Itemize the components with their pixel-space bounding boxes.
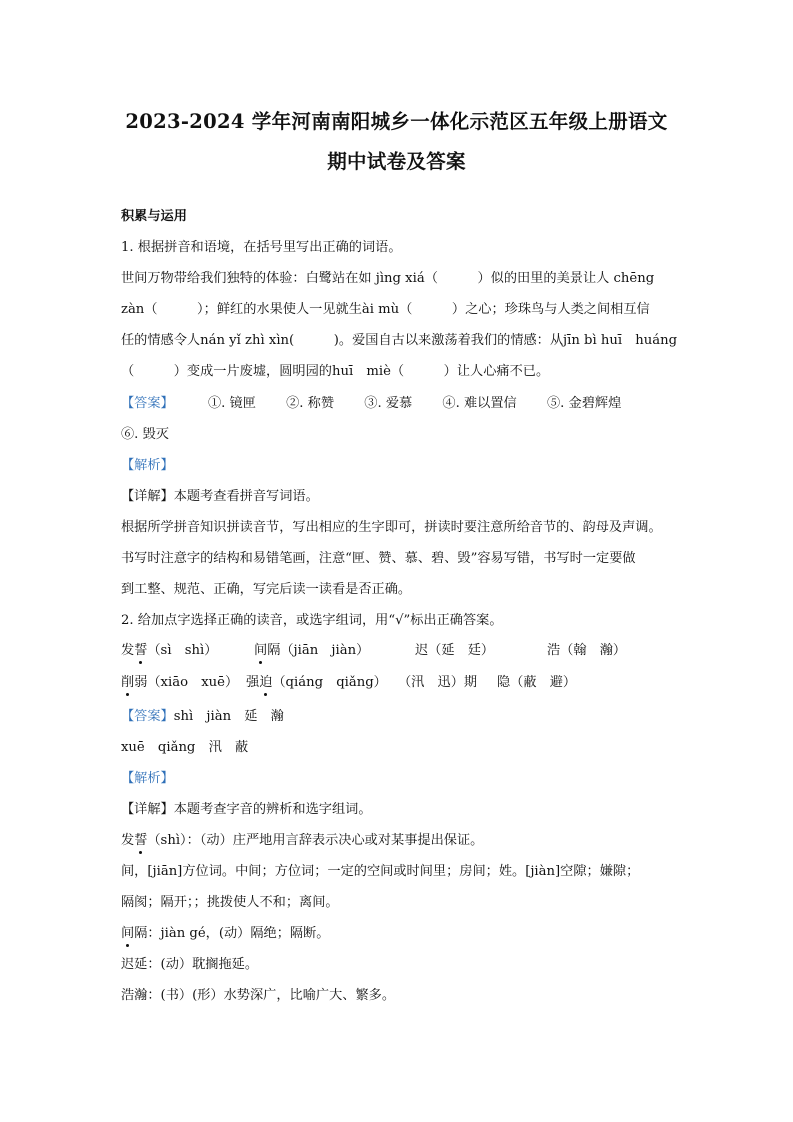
q2-item: 间隔（jiān jiàn）: [254, 643, 370, 658]
q2-answer-text: shì jiàn 延 瀚: [173, 709, 284, 724]
q2-explain-line: 隔阂；隔开；；挑拨使人不和；离间。: [121, 895, 339, 910]
q2-item: 削弱（xiāo xuē）: [121, 675, 239, 690]
q2-prompt: 2. 给加点字选择正确的读音，或选字组词，用“√”标出正确答案。: [121, 613, 503, 628]
q2-detail: 【详解】本题考查字音的辨析和选字组词。: [121, 802, 372, 817]
answer-label: 【答案】: [121, 396, 174, 411]
q2-explain-line: 间隔：jiàn gé，(动）隔绝；隔断。: [121, 926, 330, 941]
q1-text-line: zàn（ ）；鲜红的水果使人一见就生ài mù（ ）之心；珍珠鸟与人类之间相互信: [121, 302, 650, 317]
q2-item: 强迫（qiáng qiǎng）: [246, 675, 387, 690]
q2-item: 发誓（sì shì）: [121, 643, 218, 658]
q1-text-line: （ ）变成一片废墟，圆明园的huī miè（ ）让人心痛不已。: [121, 364, 550, 379]
q2-item: 浩（翰 瀚）: [547, 643, 627, 658]
q1-text-line: 任的情感令人nán yǐ zhì xìn( )。爱国自古以来激荡着我们的情感：从jīn bì huī huáng: [121, 333, 678, 348]
q1-answer-item: ⑤. 金碧辉煌: [546, 396, 622, 411]
q2-item: 迟（延 廷）: [415, 643, 495, 658]
analysis-label: 【解析】: [121, 771, 174, 786]
analysis-label: 【解析】: [121, 458, 174, 473]
q1-answer-item: ①. 镜匣: [207, 396, 256, 411]
q1-answer-item: ③. 爱慕: [364, 396, 413, 411]
q1-detail: 【详解】本题考查看拼音写词语。: [121, 489, 319, 504]
q2-answer-line2: xuē qiǎng 汛 蔽: [121, 740, 249, 755]
answer-label: 【答案】: [121, 709, 174, 724]
document-title-line1: 2023-2024 学年河南南阳城乡一体化示范区五年级上册语文: [125, 110, 668, 133]
section-heading: 积累与运用: [121, 209, 187, 224]
q1-answer-item: ②. 称赞: [286, 396, 335, 411]
q1-answer-row: [121, 395, 621, 413]
q1-prompt: 1. 根据拼音和语境，在括号里写出正确的词语。: [121, 240, 402, 255]
q2-answer-row: [121, 708, 284, 726]
q1-text-line: 世间万物带给我们独特的体验：白鹭站在如 jìng xiá（ ）似的田里的美景让人 chēng: [121, 271, 655, 286]
q1-explain-line: 到工整、规范、正确，写完后读一读看是否正确。: [121, 582, 412, 597]
q1-answer-last: ⑥. 毁灭: [121, 427, 169, 442]
q1-explain-line: 书写时注意字的结构和易错笔画，注意“匣、赞、慕、碧、毁”容易写错，书写时一定要做: [121, 551, 636, 566]
q2-item: 隐（蔽 避）: [497, 675, 577, 690]
q2-explain-line: 间，[jiān]方位词。中间；方位词；一定的空间或时间里；房间；姓。[jiàn]空隙；嫌隙；: [121, 864, 640, 879]
q2-item: （汛 迅）期: [398, 675, 478, 690]
q1-answer-item: ④. 难以置信: [442, 396, 517, 411]
q2-explain-line: 迟延：(动）耽搁拖延。: [121, 957, 259, 972]
q2-explain-line: 发誓（shì）：（动）庄严地用言辞表示决心或对某事提出保证。: [121, 833, 484, 848]
document-title-line2: 期中试卷及答案: [327, 150, 466, 173]
q2-explain-line: 浩瀚：(书）(形）水势深广，比喻广大、繁多。: [121, 988, 396, 1003]
q1-explain-line: 根据所学拼音知识拼读音节，写出相应的生字即可，拼读时要注意所给音节的、韵母及声调。: [121, 520, 662, 535]
